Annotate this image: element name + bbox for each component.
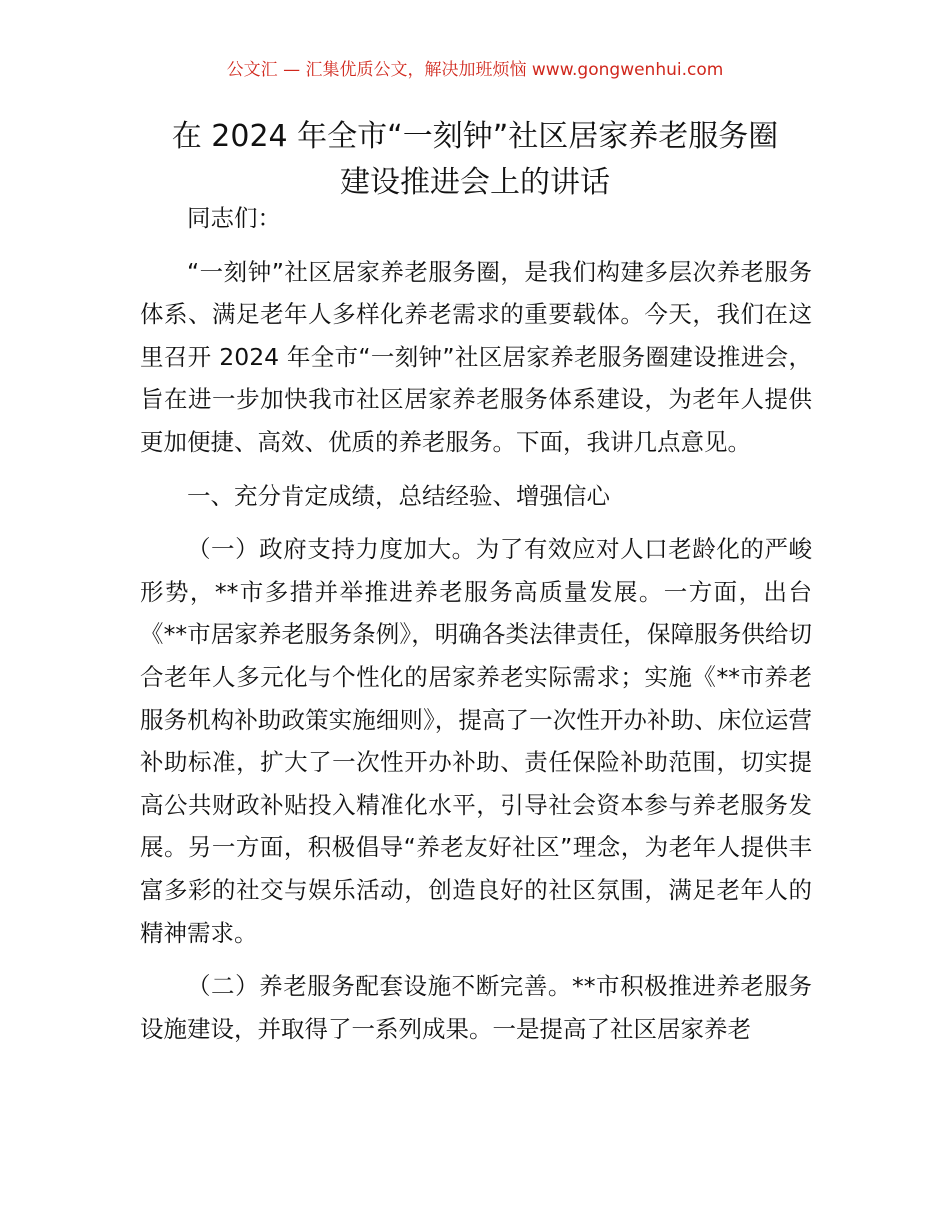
title-line-1: 在 2024 年全市“一刻钟”社区居家养老服务圈 <box>171 119 779 154</box>
header-banner[interactable]: 公文汇 — 汇集优质公文，解决加班烦恼 www.gongwenhui.com <box>226 60 724 80</box>
intro-paragraph: “一刻钟”社区居家养老服务圈，是我们构建多层次养老服务体系、满足老年人多样化养老需求的重要载体。今天，我们在这里召开 2024 年全市“一刻钟”社区居家养老服务圈建设推进会，旨在进一步加快我市社区居家养老服务体系建设，为老年人提供更加便捷、高效、优质的养老服务。下面，我讲几点意见。 <box>140 257 812 456</box>
salutation: 同志们： <box>187 204 281 232</box>
title-line-2: 建设推进会上的讲话 <box>340 165 610 200</box>
document-title <box>100 114 850 206</box>
paragraph-government-support: （一）政府支持力度加大。为了有效应对人口老龄化的严峻形势，**市多措并举推进养老服务高质量发展。一方面，出台《**市居家养老服务条例》，明确各类法律责任，保障服务供给切合老年人多元化与个性化的居家养老实际需求；实施《**市养老服务机构补助政策实施细则》，提高了一次性开办补助、床位运营补助标准，扩大了一次性开办补助、责任保险补助范围，切实提高公共财政补贴投入精准化水平，引导社会资本参与养老服务发展。另一方面，积极倡导“养老友好社区”理念，为老年人提供丰富多彩的社交与娱乐活动，创造良好的社区氛围，满足老年人的精神需求。 <box>140 535 812 947</box>
document-body <box>140 197 812 1061</box>
section-heading-1: 一、充分肯定成绩，总结经验、增强信心 <box>187 481 610 510</box>
paragraph-facilities: （二）养老服务配套设施不断完善。**市积极推进养老服务设施建设，并取得了一系列成果。一是提高了社区居家养老 <box>140 972 812 1043</box>
